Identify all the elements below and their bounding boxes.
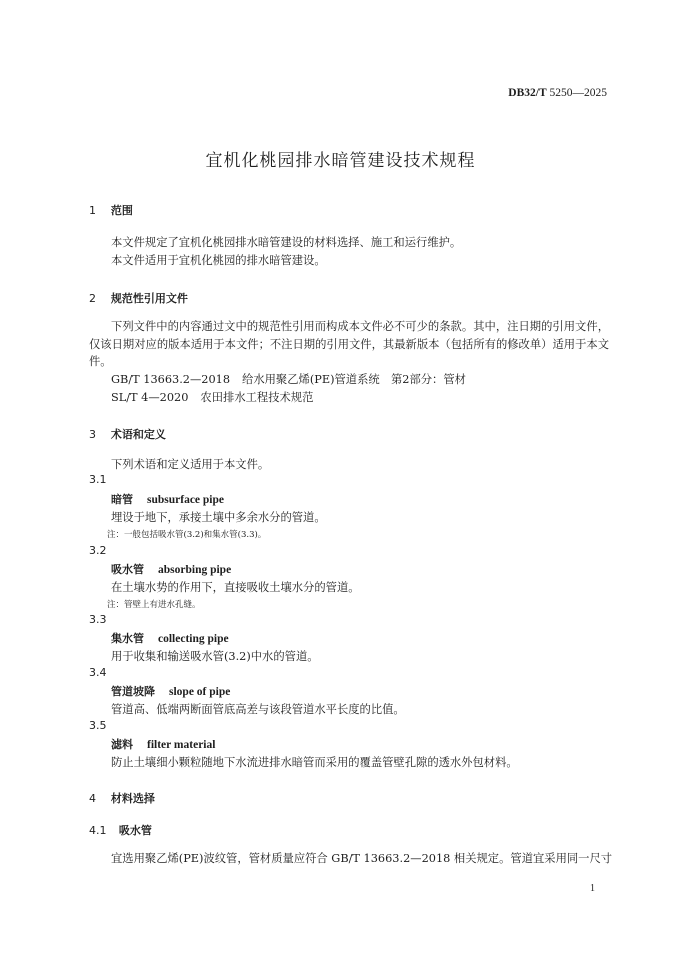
term-number: 3.2 xyxy=(89,544,107,557)
paragraph: 下列文件中的内容通过文中的规范性引用而构成本文件必不可少的条款。其中，注日期的引用文件，仅该日期对应的版本适用于本文件；不注日期的引用文件，其最新版本（包括所有的修改单）适用于本文件。 xyxy=(89,320,609,368)
section-heading-terms: 3 术语和定义 xyxy=(89,428,166,441)
term-heading: 集水管 collecting pipe xyxy=(111,632,229,645)
paragraph: 下列术语和定义适用于本文件。 xyxy=(111,458,270,471)
term-number: 3.1 xyxy=(89,473,107,486)
term-definition: 用于收集和输送吸水管(3.2)中水的管道。 xyxy=(111,650,319,663)
paragraph: 本文件规定了宜机化桃园排水暗管建设的材料选择、施工和运行维护。 xyxy=(111,236,462,249)
term-definition: 防止土壤细小颗粒随地下水流进排水暗管而采用的覆盖管壁孔隙的透水外包材料。 xyxy=(111,756,518,769)
page-number: 1 xyxy=(590,883,595,894)
term-heading: 暗管 subsurface pipe xyxy=(111,493,224,506)
page-title: 宜机化桃园排水暗管建设技术规程 xyxy=(205,151,476,171)
term-number: 3.5 xyxy=(89,719,107,732)
section-heading-scope: 1 范围 xyxy=(89,204,133,217)
term-definition: 管道高、低端两断面管底高差与该段管道水平长度的比值。 xyxy=(111,703,405,716)
paragraph: 本文件适用于宜机化桃园的排水暗管建设。 xyxy=(111,254,326,267)
subsection-heading-absorbing-pipe: 4.1 吸水管 xyxy=(89,824,152,837)
term-definition: 在土壤水势的作用下，直接吸收土壤水分的管道。 xyxy=(111,581,360,594)
document-number: DB32/T 5250—2025 xyxy=(508,87,607,99)
paragraph: 宜选用聚乙烯(PE)波纹管，管材质量应符合 GB/T 13663.2—2018 相关规定。管道宜采用同一尺寸 xyxy=(111,852,613,865)
term-number: 3.3 xyxy=(89,613,107,626)
section-heading-material-selection: 4 材料选择 xyxy=(89,792,155,805)
term-heading: 管道坡降 slope of pipe xyxy=(111,685,231,698)
reference-item: SL/T 4—2020 农田排水工程技术规范 xyxy=(111,391,314,404)
reference-item: GB/T 13663.2—2018 给水用聚乙烯(PE)管道系统 第2部分：管材 xyxy=(111,373,466,386)
term-note: 注：一般包括吸水管(3.2)和集水管(3.3)。 xyxy=(107,530,267,540)
term-heading: 滤料 filter material xyxy=(111,738,216,751)
section-heading-normative-references: 2 规范性引用文件 xyxy=(89,292,188,305)
term-heading: 吸水管 absorbing pipe xyxy=(111,563,232,576)
term-definition: 埋设于地下，承接土壤中多余水分的管道。 xyxy=(111,511,326,524)
term-number: 3.4 xyxy=(89,666,107,679)
term-note: 注：管壁上有进水孔缝。 xyxy=(107,600,201,610)
